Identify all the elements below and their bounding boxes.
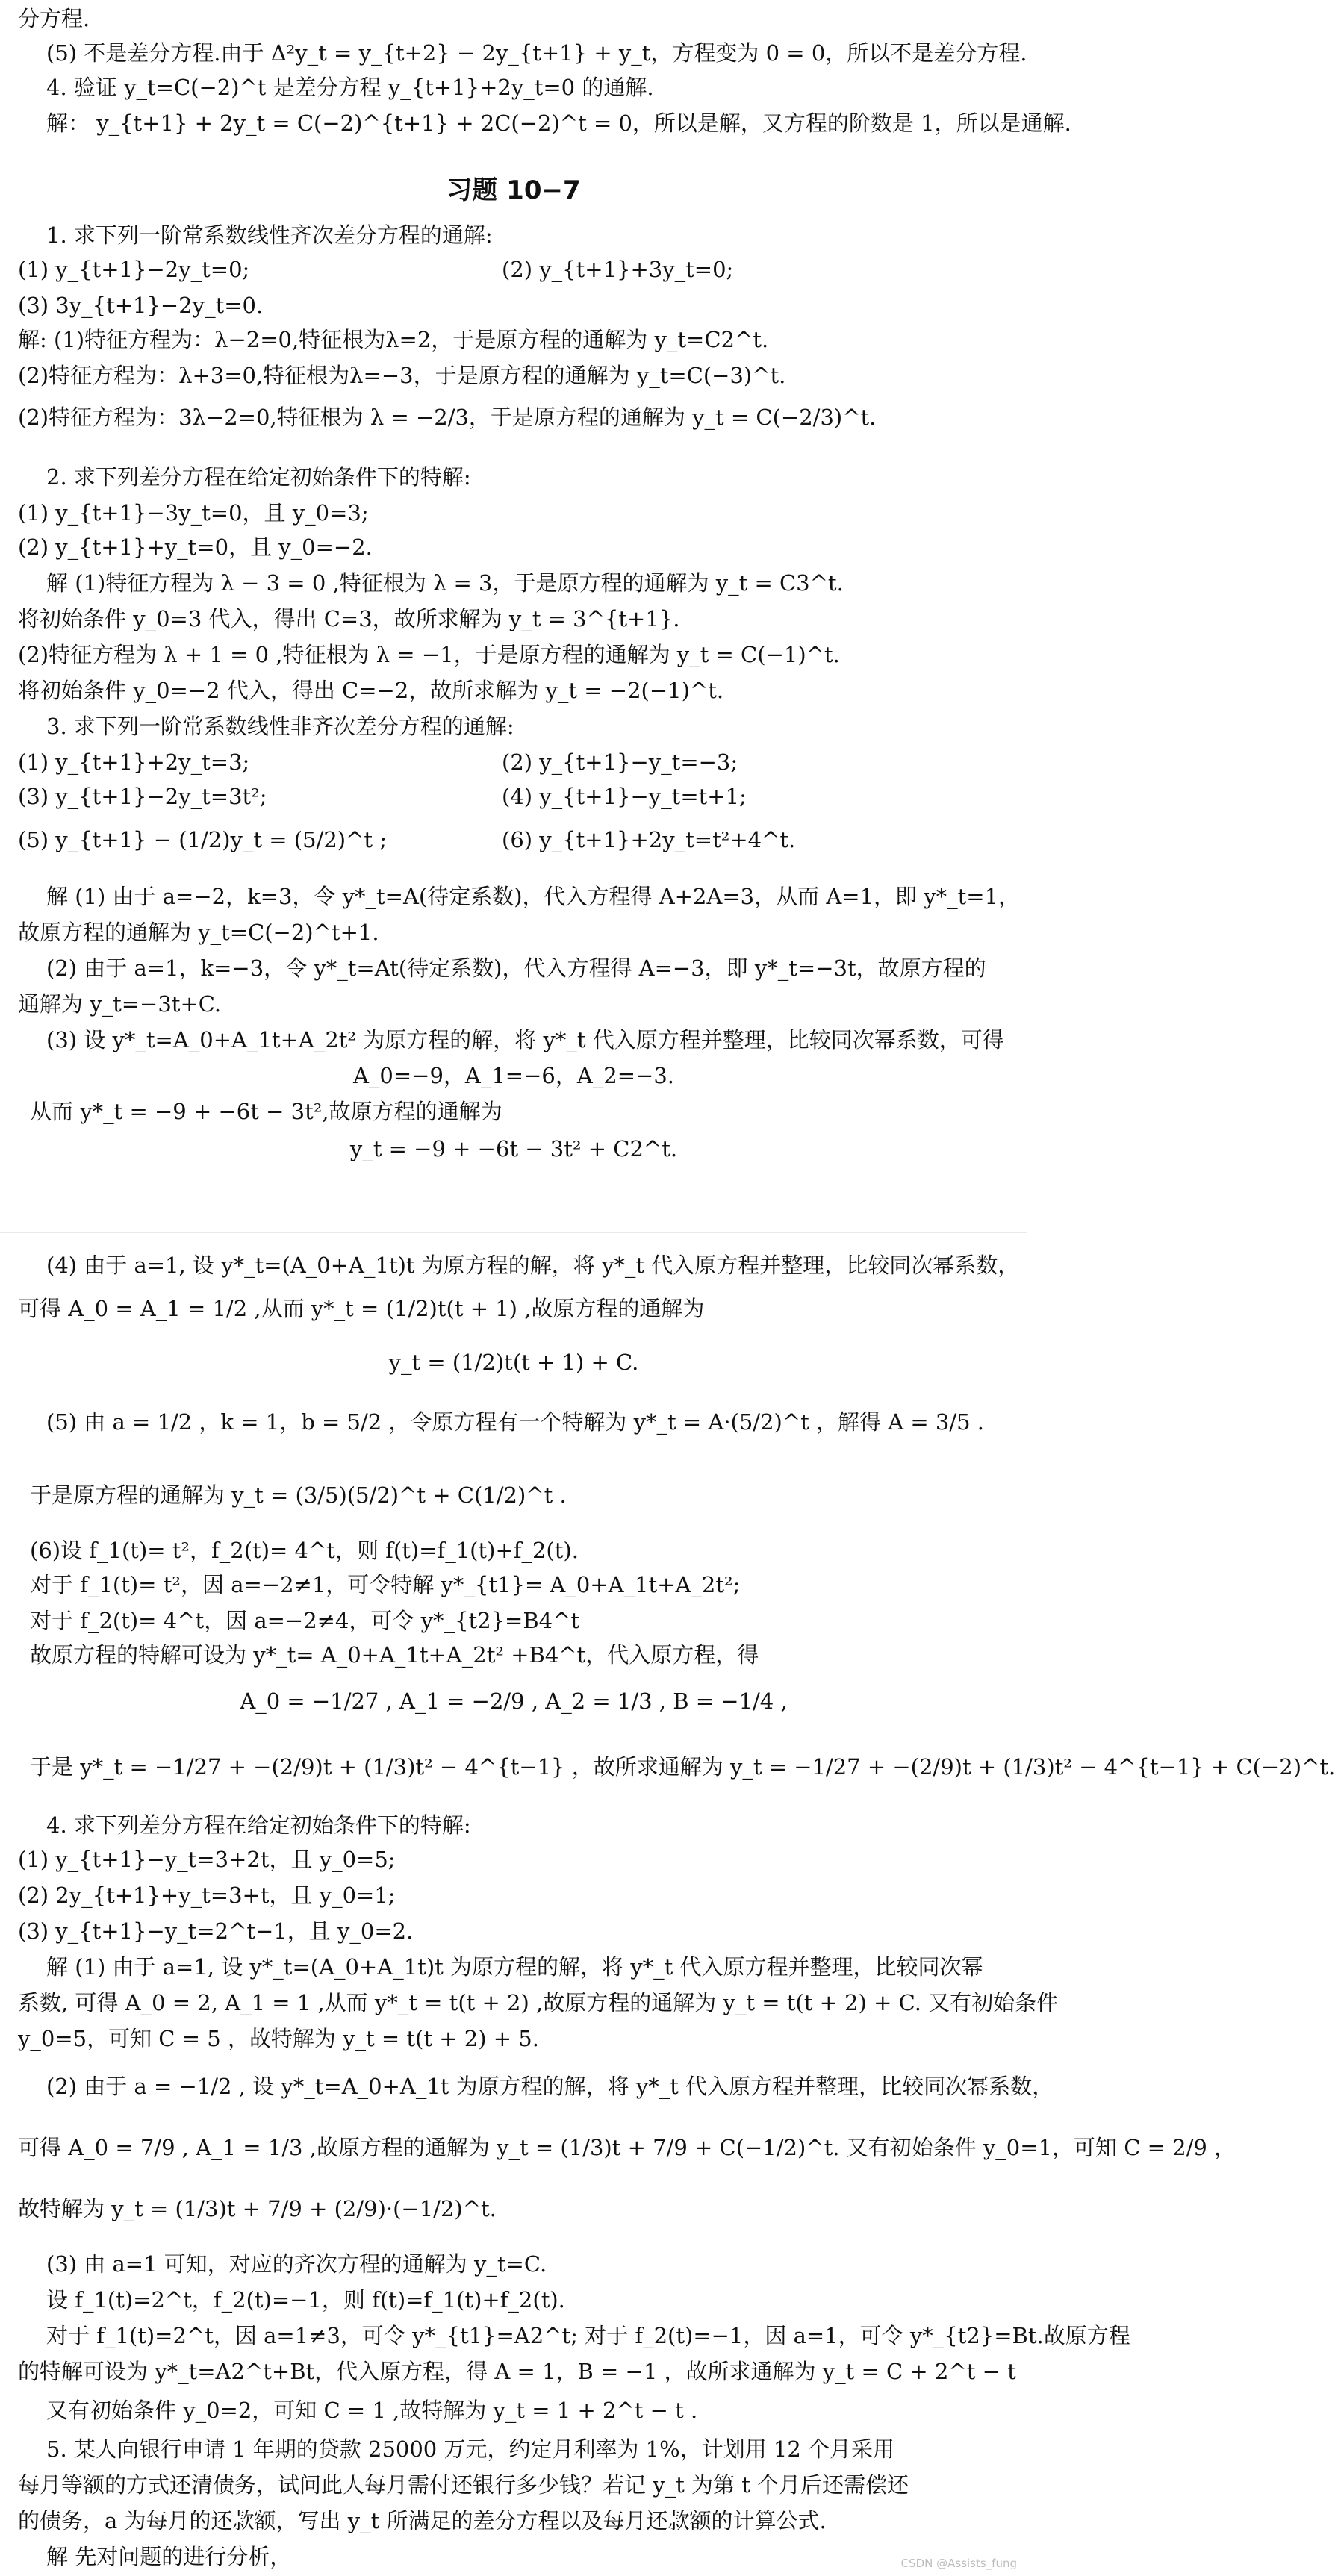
text-line xyxy=(30,1536,1009,1565)
line-text: 3. 求下列一阶常系数线性非齐次差分方程的通解: xyxy=(46,714,514,739)
line-text: 设 f_1(t)=2^t，f_2(t)=−1，则 f(t)=f_1(t)+f_2(t). xyxy=(46,2287,565,2313)
line-text: 1. 求下列一阶常系数线性齐次差分方程的通解: xyxy=(46,222,493,248)
text-line xyxy=(18,990,1009,1018)
text-line xyxy=(46,39,1027,67)
text-line xyxy=(46,1953,1009,1981)
line-text: 通解为 y_t=−3t+C. xyxy=(18,991,222,1017)
text-line xyxy=(46,1026,1009,1054)
line-text: (3) y_{t+1}−2y_t=3t²; xyxy=(18,784,267,809)
text-line xyxy=(18,2357,1016,2386)
line-text: 解： y_{t+1} + 2y_t = C(−2)^{t+1} + 2C(−2)^t = 0，所以是解，又方程的阶数是 1，所以是通解. xyxy=(46,110,1071,136)
text-line xyxy=(18,748,1009,776)
text-line xyxy=(18,1989,1059,2017)
line-text: 解: (1)特征方程为：λ−2=0,特征根为λ=2，于是原方程的通解为 y_t=C2^t. xyxy=(18,327,769,352)
line-text: (2)特征方程为 λ + 1 = 0 ,特征根为 λ = −1，于是原方程的通解为 y_t = C(−1)^t. xyxy=(18,642,840,667)
line-text: 对于 f_1(t)=2^t，因 a=1≠3，可令 y*_{t1}=A2^t; 对于 f_2(t)=−1，因 a=1，可令 y*_{t2}=Bt.故原方程 xyxy=(46,2323,1130,2348)
text-line xyxy=(30,1753,1335,1781)
text-line xyxy=(46,882,1021,911)
text-line xyxy=(46,954,1009,982)
line-text: 可得 A_0 = 7/9 , A_1 = 1/3 ,故原方程的通解为 y_t = (1/3)t + 7/9 + C(−1/2)^t. 又有初始条件 y_0=1，可知 C = 2/9 ， xyxy=(18,2135,1236,2160)
text-line xyxy=(0,1348,1027,1376)
line-text: 于是原方程的通解为 y_t = (3/5)(5/2)^t + C(1/2)^t . xyxy=(30,1482,567,1508)
text-line xyxy=(18,325,1009,354)
text-line xyxy=(0,1061,1027,1090)
line-text: 4. 求下列差分方程在给定初始条件下的特解: xyxy=(46,1812,471,1838)
text-line xyxy=(18,826,1009,854)
text-line xyxy=(18,499,1009,527)
line-text: (2)特征方程为：3λ−2=0,特征根为 λ = −2/3，于是原方程的通解为 y_t = C(−2/3)^t. xyxy=(18,405,877,430)
line-text: 的债务，a 为每月的还款额，写出 y_t 所满足的差分方程以及每月还款额的计算公式. xyxy=(18,2508,827,2533)
text-line xyxy=(46,2250,1009,2278)
line-text: 将初始条件 y_0=−2 代入，得出 C=−2，故所求解为 y_t = −2(−1)^t. xyxy=(18,678,724,703)
line-text-column2: (6) y_{t+1}+2y_t=t²+4^t. xyxy=(502,827,796,852)
line-text: y_t = −9 + −6t − 3t² + C2^t. xyxy=(349,1136,678,1161)
text-line xyxy=(18,605,1009,633)
line-text: (2) 2y_{t+1}+y_t=3+t，且 y_0=1; xyxy=(18,1883,396,1908)
text-line xyxy=(18,291,1009,319)
text-line xyxy=(46,1811,1009,1839)
line-text: 4. 验证 y_t=C(−2)^t 是差分方程 y_{t+1}+2y_t=0 的通解. xyxy=(46,75,654,100)
text-line xyxy=(46,569,1009,597)
text-line xyxy=(18,1845,1009,1874)
section-heading xyxy=(0,176,1027,205)
line-text: (3) 3y_{t+1}−2y_t=0. xyxy=(18,293,264,318)
line-text: 的特解可设为 y*_t=A2^t+Bt，代入原方程，得 A = 1，B = −1 ，故所求通解为 y_t = C + 2^t − t xyxy=(18,2359,1016,2384)
line-text: 可得 A_0 = A_1 = 1/2 ,从而 y*_t = (1/2)t(t + 1) ,故原方程的通解为 xyxy=(18,1296,705,1321)
line-text: 对于 f_2(t)= 4^t，因 a=−2≠4，可令 y*_{t2}=B4^t xyxy=(30,1608,580,1633)
line-text: (1) y_{t+1}−3y_t=0，且 y_0=3; xyxy=(18,500,369,526)
watermark: CSDN @Assists_fung xyxy=(900,2557,1017,2570)
text-line xyxy=(30,1571,1009,1599)
text-line xyxy=(46,2542,1009,2571)
line-text: 于是 y*_t = −1/27 + −(2/9)t + (1/3)t² − 4^{t−1} ，故所求通解为 y_t = −1/27 + −(2/9)t + (1/3)t² − 4^{t−1} + C(−2)^t. xyxy=(30,1754,1335,1780)
line-text: 故原方程的通解为 y_t=C(−2)^t+1. xyxy=(18,920,379,945)
text-line xyxy=(0,1687,1027,1715)
text-line xyxy=(18,2507,1009,2535)
text-line xyxy=(18,1294,1009,1323)
text-line xyxy=(18,533,1009,561)
line-text: A_0=−9，A_1=−6，A_2=−3. xyxy=(352,1063,675,1088)
text-line xyxy=(46,221,1009,249)
line-text: (3) y_{t+1}−y_t=2^t−1，且 y_0=2. xyxy=(18,1918,414,1944)
line-text: 分方程. xyxy=(18,6,90,31)
text-line xyxy=(18,676,1009,705)
text-line xyxy=(30,1481,1009,1509)
text-line xyxy=(46,2072,1054,2101)
text-line xyxy=(46,2396,1009,2424)
text-line xyxy=(0,1135,1027,1163)
line-text: 从而 y*_t = −9 + −6t − 3t²,故原方程的通解为 xyxy=(30,1099,502,1124)
text-line xyxy=(18,1881,1009,1909)
text-line xyxy=(46,2435,1009,2463)
text-line xyxy=(46,2286,1009,2314)
page-separator xyxy=(0,1232,1027,1233)
line-text: (1) y_{t+1}−y_t=3+2t，且 y_0=5; xyxy=(18,1847,396,1872)
text-line xyxy=(18,2471,1009,2499)
text-line xyxy=(18,2195,1009,2223)
line-text: 解 (1) 由于 a=−2，k=3，令 y*_t=A(待定系数)，代入方程得 A+2A=3，从而 A=1，即 y*_t=1， xyxy=(46,884,1021,909)
line-text-column2: (2) y_{t+1}−y_t=−3; xyxy=(502,749,738,775)
text-line xyxy=(18,2133,1236,2162)
line-text: 将初始条件 y_0=3 代入，得出 C=3，故所求解为 y_t = 3^{t+1}. xyxy=(18,606,680,631)
line-text: 又有初始条件 y_0=2，可知 C = 1 ,故特解为 y_t = 1 + 2^t − t . xyxy=(46,2398,698,2423)
line-text: (5) 由 a = 1/2 ，k = 1，b = 5/2 ，令原方程有一个特解为 y*_t = A·(5/2)^t ，解得 A = 3/5 . xyxy=(46,1409,985,1435)
line-text: A_0 = −1/27 , A_1 = −2/9 , A_2 = 1/3 , B = −1/4 , xyxy=(240,1688,788,1714)
line-text: (4) 由于 a=1, 设 y*_t=(A_0+A_1t)t 为原方程的解，将 y*_t 代入原方程并整理，比较同次幂系数， xyxy=(46,1253,1020,1278)
line-text: (2)特征方程为：λ+3=0,特征根为λ=−3，于是原方程的通解为 y_t=C(−3)^t. xyxy=(18,363,786,388)
line-text: (2) 由于 a = −1/2 , 设 y*_t=A_0+A_1t 为原方程的解，将 y*_t 代入原方程并整理，比较同次幂系数， xyxy=(46,2074,1054,2099)
line-text: (5) y_{t+1} − (1/2)y_t = (5/2)^t ; xyxy=(18,827,388,852)
line-text: 对于 f_1(t)= t²，因 a=−2≠1，可令特解 y*_{t1}= A_0+A_1t+A_2t²; xyxy=(30,1572,741,1597)
text-line xyxy=(46,109,1071,137)
text-line xyxy=(18,2024,1009,2053)
text-line xyxy=(46,2321,1130,2350)
text-line xyxy=(30,1606,1009,1635)
text-line xyxy=(46,712,1009,740)
text-line xyxy=(18,1917,1009,1945)
line-text-column2: (4) y_{t+1}−y_t=t+1; xyxy=(502,784,747,809)
text-line xyxy=(18,403,1009,431)
line-text: 2. 求下列差分方程在给定初始条件下的特解: xyxy=(46,464,471,490)
line-text: (3) 由 a=1 可知，对应的齐次方程的通解为 y_t=C. xyxy=(46,2251,547,2277)
line-text: (3) 设 y*_t=A_0+A_1t+A_2t² 为原方程的解，将 y*_t 代入原方程并整理，比较同次幂系数，可得 xyxy=(46,1027,1004,1052)
text-line xyxy=(18,361,1009,390)
line-text: 故原方程的特解可设为 y*_t= A_0+A_1t+A_2t² +B4^t，代入原方程，得 xyxy=(30,1642,759,1668)
line-text: (6)设 f_1(t)= t²，f_2(t)= 4^t，则 f(t)=f_1(t)+f_2(t). xyxy=(30,1538,579,1563)
text-line xyxy=(18,255,1009,284)
line-text: 解 (1) 由于 a=1, 设 y*_t=(A_0+A_1t)t 为原方程的解，将 y*_t 代入原方程并整理，比较同次幂 xyxy=(46,1954,983,1980)
line-text: 5. 某人向银行申请 1 年期的贷款 25000 万元，约定月利率为 1%，计划用 12 个月采用 xyxy=(46,2436,895,2462)
text-line xyxy=(46,73,1009,102)
line-text: 解 先对问题的进行分析， xyxy=(46,2544,292,2569)
line-text: 系数, 可得 A_0 = 2, A_1 = 1 ,从而 y*_t = t(t + 2) ,故原方程的通解为 y_t = t(t + 2) + C. 又有初始条件 xyxy=(18,1990,1059,2015)
line-text: y_t = (1/2)t(t + 1) + C. xyxy=(388,1350,639,1375)
text-line xyxy=(18,640,1009,669)
line-text: 解 (1)特征方程为 λ − 3 = 0 ,特征根为 λ = 3，于是原方程的通解为 y_t = C3^t. xyxy=(46,570,844,596)
text-line xyxy=(46,463,1009,491)
text-line xyxy=(30,1097,1009,1126)
line-text: 每月等额的方式还清债务，试问此人每月需付还银行多少钱？若记 y_t 为第 t 个月后还需偿还 xyxy=(18,2472,909,2498)
text-line xyxy=(46,1251,1020,1279)
text-line xyxy=(18,918,1009,946)
text-line xyxy=(18,782,1009,811)
line-text: 习题 10−7 xyxy=(446,175,581,205)
text-line xyxy=(46,1408,1009,1436)
line-text: (2) y_{t+1}+y_t=0，且 y_0=−2. xyxy=(18,534,373,560)
text-line xyxy=(18,4,1009,33)
line-text: (1) y_{t+1}+2y_t=3; xyxy=(18,749,250,775)
line-text: (2) 由于 a=1，k=−3，令 y*_t=At(待定系数)，代入方程得 A=−3，即 y*_t=−3t，故原方程的 xyxy=(46,955,986,981)
text-line xyxy=(30,1641,1009,1669)
line-text: y_0=5，可知 C = 5 ，故特解为 y_t = t(t + 2) + 5. xyxy=(18,2026,539,2051)
line-text: (1) y_{t+1}−2y_t=0; xyxy=(18,257,250,282)
line-text: 故特解为 y_t = (1/3)t + 7/9 + (2/9)·(−1/2)^t. xyxy=(18,2196,497,2221)
line-text: (5) 不是差分方程.由于 Δ²y_t = y_{t+2} − 2y_{t+1} + y_t，方程变为 0 = 0，所以不是差分方程. xyxy=(46,40,1027,66)
line-text-column2: (2) y_{t+1}+3y_t=0; xyxy=(502,257,734,282)
